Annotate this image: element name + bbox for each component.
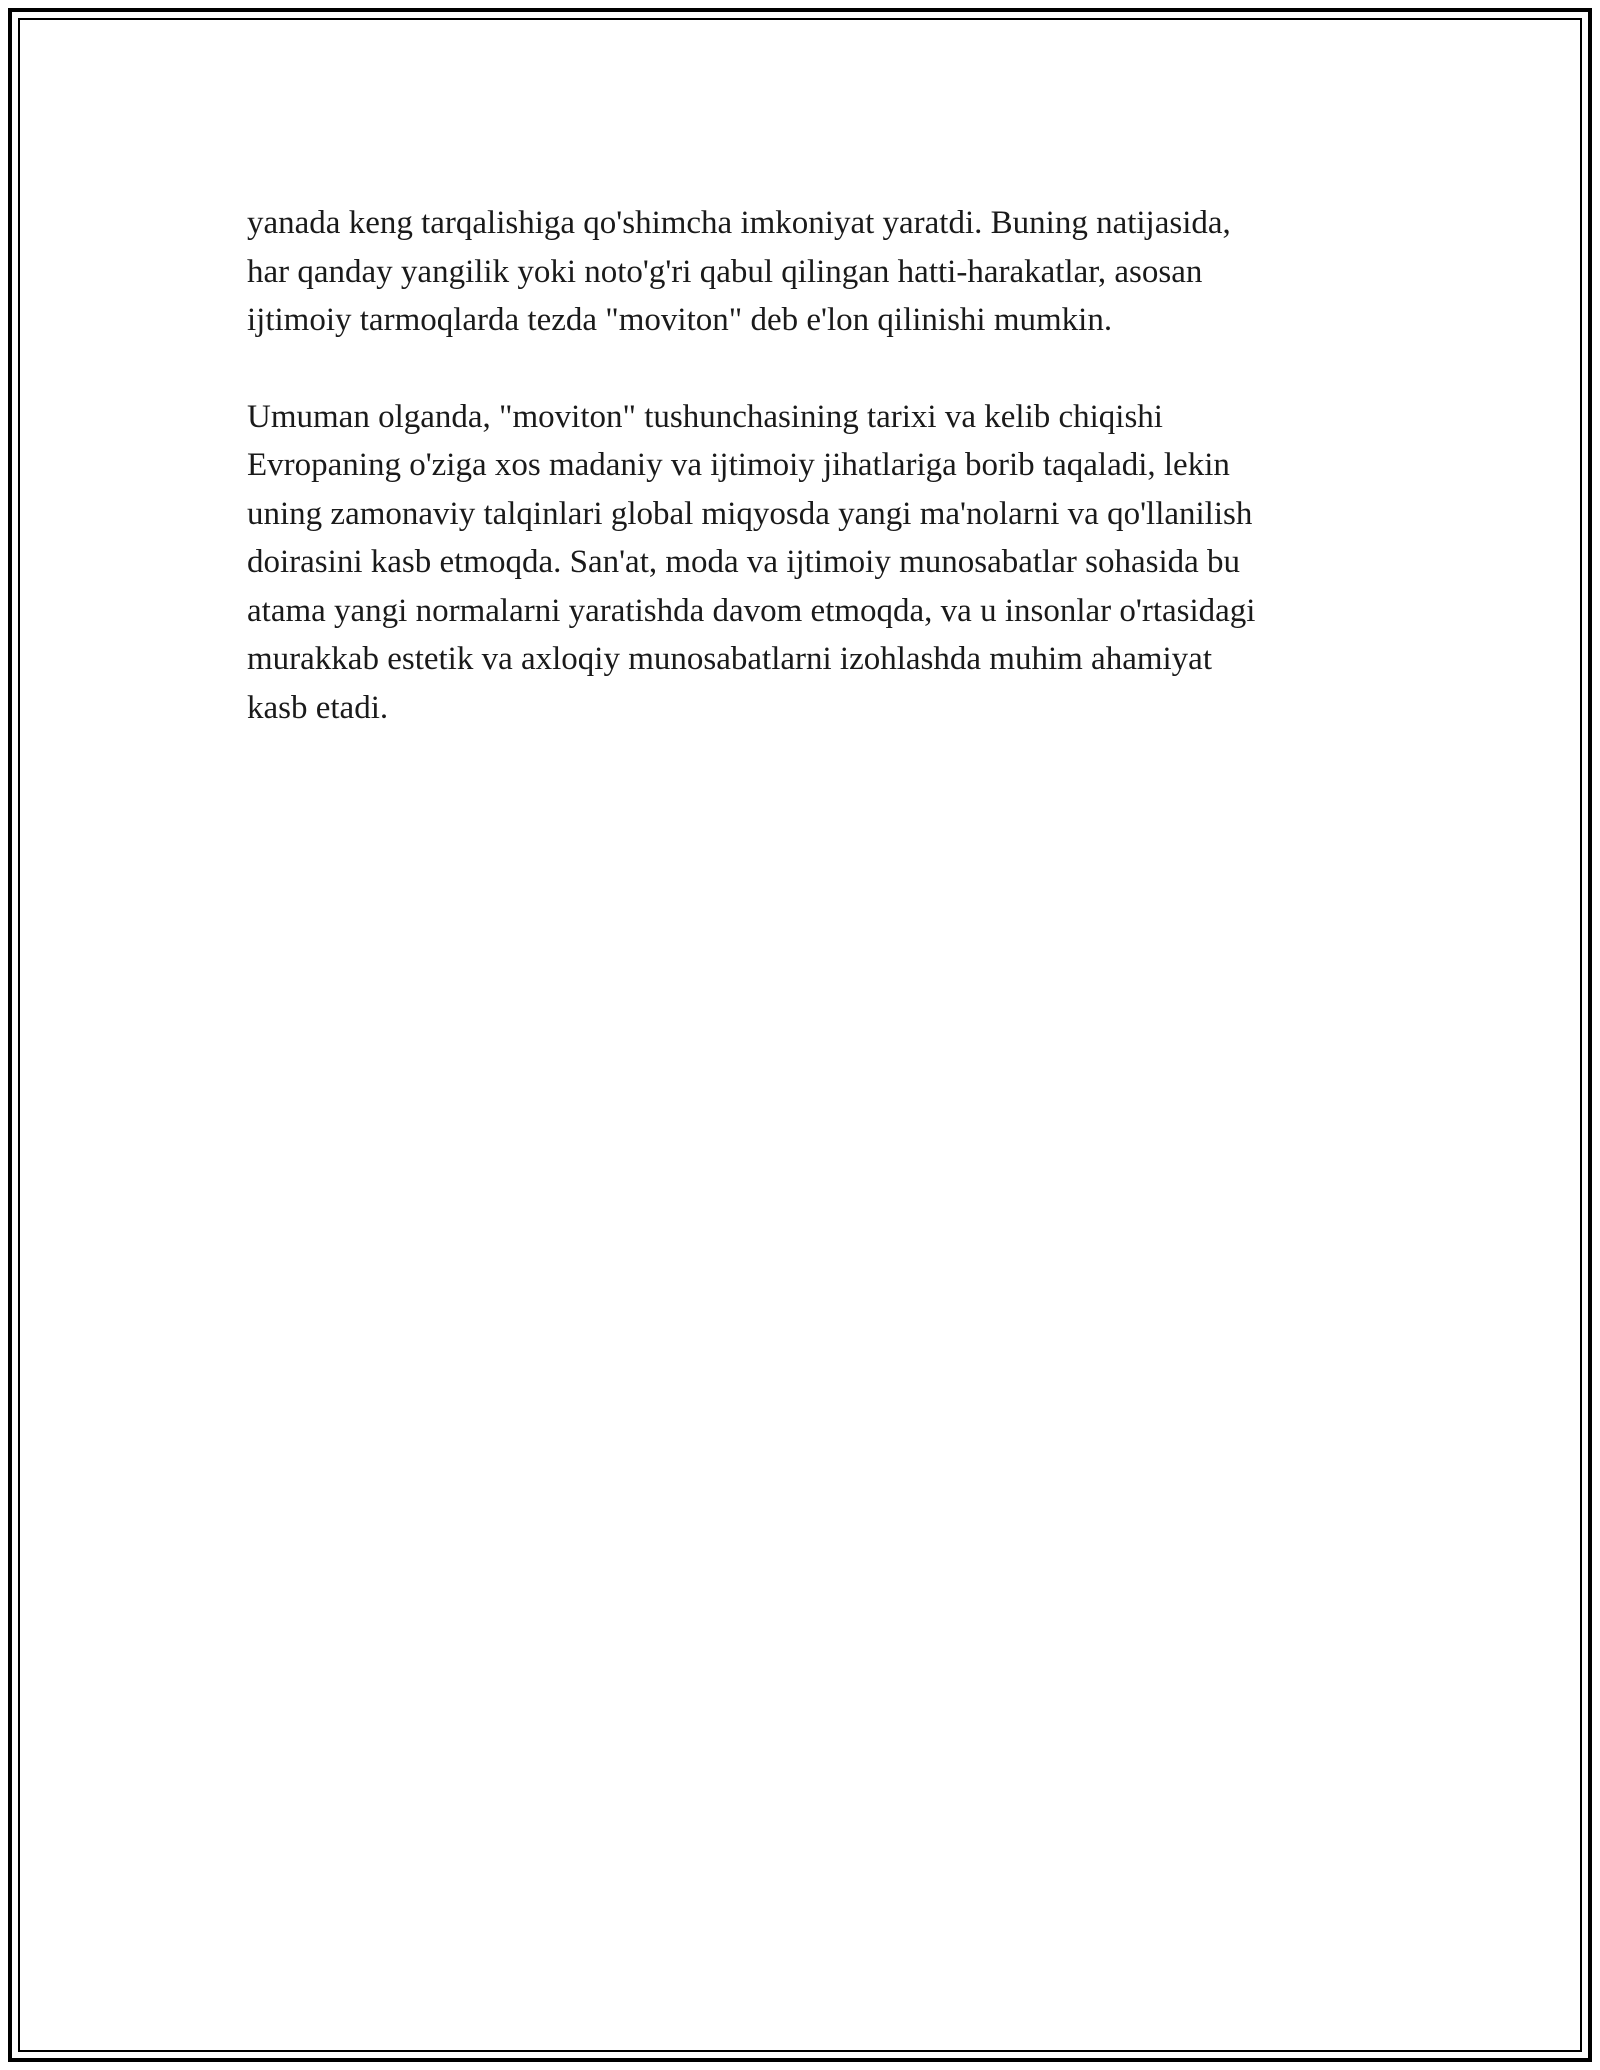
text-line: atama yangi normalarni yaratishda davom etmoqda, va u insonlar o'rtasidagi	[247, 592, 1256, 629]
text-line: uning zamonaviy talqinlari global miqyosda yangi ma'nolarni va qo'llanilish	[247, 495, 1253, 532]
page-border	[8, 8, 1592, 2062]
paragraph-2	[247, 393, 1382, 733]
text-line: doirasini kasb etmoqda. San'at, moda va ijtimoiy munosabatlar sohasida bu	[247, 544, 1241, 580]
text-line: Evropaning o'ziga xos madaniy va ijtimoiy jihatlariga borib taqaladi, lekin	[247, 447, 1230, 483]
text-line: murakkab estetik va axloqiy munosabatlarni izohlashda muhim ahamiyat	[247, 641, 1212, 677]
text-line: yanada keng tarqalishiga qo'shimcha imkoniyat yaratdi. Buning natijasida,	[247, 205, 1231, 241]
text-line: ijtimoiy tarmoqlarda tezda "moviton" deb e'lon qilinishi mumkin.	[247, 302, 1113, 338]
text-line: kasb etadi.	[247, 689, 389, 726]
text-line: har qanday yangilik yoki noto'g'ri qabul qilingan hatti-harakatlar, asosan	[247, 253, 1203, 290]
paragraph-1	[247, 199, 1382, 345]
text-line: Umuman olganda, "moviton" tushunchasining tarixi va kelib chiqishi	[247, 398, 1163, 435]
document-body	[247, 199, 1382, 780]
